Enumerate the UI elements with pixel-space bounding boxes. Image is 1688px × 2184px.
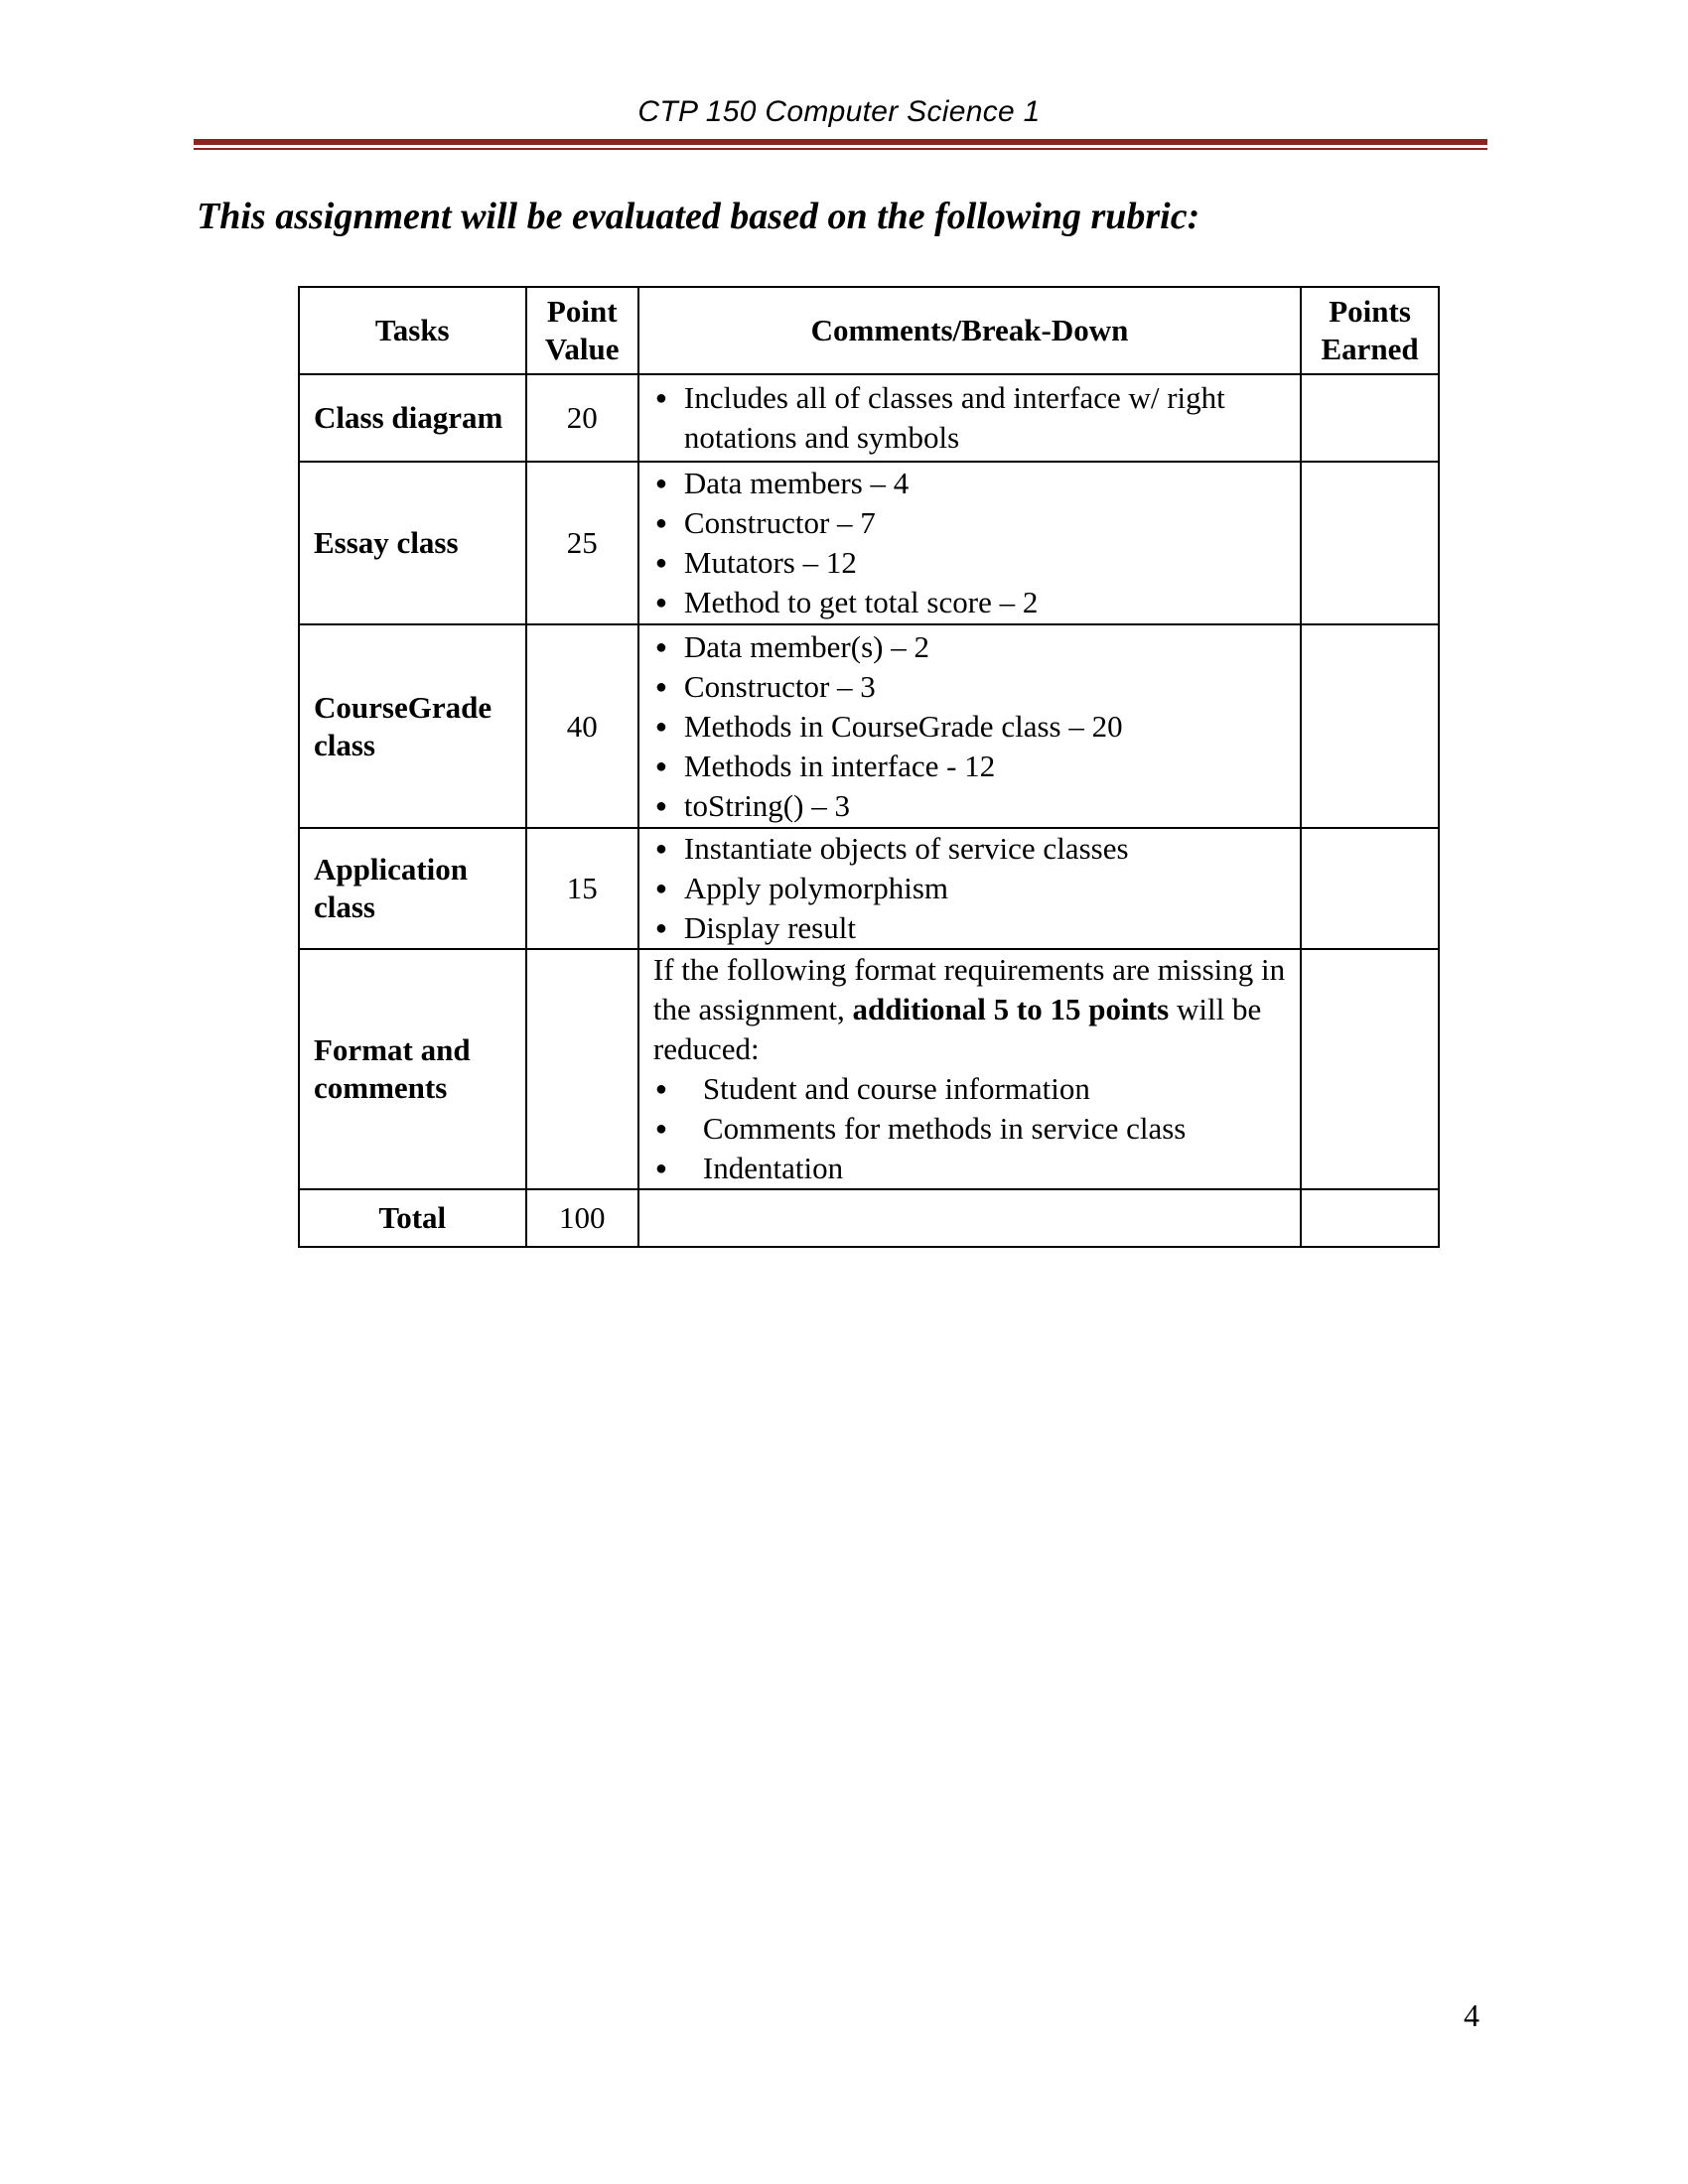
header-points-earned-line2: Earned xyxy=(1321,332,1419,366)
format-intro-bold: additional 5 to 15 points xyxy=(852,992,1170,1026)
point-value-cell: 25 xyxy=(526,462,638,624)
list-item: ● Includes all of classes and interface w/ right notations and symbols xyxy=(653,378,1286,458)
breakdown-list xyxy=(653,378,1286,458)
breakdown-list xyxy=(653,1069,1286,1188)
breakdown-list xyxy=(653,829,1286,948)
list-item: ● Indentation xyxy=(653,1149,1286,1188)
table-row xyxy=(299,462,1439,624)
comments-cell xyxy=(638,949,1301,1189)
point-value-cell: 40 xyxy=(526,624,638,828)
header-comments: Comments/Break-Down xyxy=(638,287,1301,374)
list-item: ● Instantiate objects of service classes xyxy=(653,829,1286,869)
format-intro xyxy=(653,950,1286,1069)
header-rule-thin xyxy=(194,148,1487,150)
breakdown-list xyxy=(653,464,1286,622)
running-header: CTP 150 Computer Science 1 xyxy=(637,95,1041,128)
table-header-row xyxy=(299,287,1439,374)
comments-cell xyxy=(638,828,1301,949)
task-cell: Application class xyxy=(299,828,526,949)
list-item: ● Constructor – 3 xyxy=(653,667,1286,707)
table-row xyxy=(299,624,1439,828)
total-points: 100 xyxy=(526,1189,638,1247)
total-earned-cell[interactable] xyxy=(1301,1189,1439,1247)
task-cell: CourseGrade class xyxy=(299,624,526,828)
points-earned-cell[interactable] xyxy=(1301,624,1439,828)
list-item: ● Student and course information xyxy=(653,1069,1286,1109)
list-item: ● Methods in CourseGrade class – 20 xyxy=(653,707,1286,747)
points-earned-cell[interactable] xyxy=(1301,949,1439,1189)
rubric-heading: This assignment will be evaluated based on the following rubric: xyxy=(197,196,1200,237)
list-item: ● Apply polymorphism xyxy=(653,869,1286,908)
header-point-value-line1: Point xyxy=(546,294,618,329)
header-points-earned xyxy=(1301,287,1439,374)
points-earned-cell[interactable] xyxy=(1301,828,1439,949)
table-row xyxy=(299,949,1439,1189)
page-number: 4 xyxy=(1464,1997,1479,2033)
total-comments-cell xyxy=(638,1189,1301,1247)
list-item: ● Method to get total score – 2 xyxy=(653,583,1286,622)
header-point-value xyxy=(526,287,638,374)
list-item: ● Data members – 4 xyxy=(653,464,1286,503)
table-row xyxy=(299,828,1439,949)
breakdown-list xyxy=(653,627,1286,826)
comments-cell xyxy=(638,624,1301,828)
header-rule-thick xyxy=(194,139,1487,145)
point-value-cell: 20 xyxy=(526,374,638,462)
comments-cell xyxy=(638,462,1301,624)
points-earned-cell[interactable] xyxy=(1301,462,1439,624)
point-value-cell xyxy=(526,949,638,1189)
task-cell: Essay class xyxy=(299,462,526,624)
total-label: Total xyxy=(299,1189,526,1247)
rubric-table xyxy=(298,286,1440,1248)
list-item: ● Methods in interface - 12 xyxy=(653,747,1286,786)
comments-cell xyxy=(638,374,1301,462)
list-item: ● Comments for methods in service class xyxy=(653,1109,1286,1149)
total-row xyxy=(299,1189,1439,1247)
points-earned-cell[interactable] xyxy=(1301,374,1439,462)
point-value-cell: 15 xyxy=(526,828,638,949)
header-point-value-line2: Value xyxy=(544,332,620,366)
task-cell: Class diagram xyxy=(299,374,526,462)
list-item: ● Mutators – 12 xyxy=(653,543,1286,583)
format-intro-text: If the following format requirements are missing in the assignment, xyxy=(652,952,1286,1026)
task-cell: Format and comments xyxy=(299,949,526,1189)
header-points-earned-line1: Points xyxy=(1329,294,1411,329)
list-item: ● Data member(s) – 2 xyxy=(653,627,1286,667)
header-tasks: Tasks xyxy=(299,287,526,374)
format-intro-text-end: will be reduced: xyxy=(652,992,1262,1066)
list-item: ● Display result xyxy=(653,908,1286,948)
list-item: ● Constructor – 7 xyxy=(653,503,1286,543)
table-row xyxy=(299,374,1439,462)
list-item: ● toString() – 3 xyxy=(653,786,1286,826)
